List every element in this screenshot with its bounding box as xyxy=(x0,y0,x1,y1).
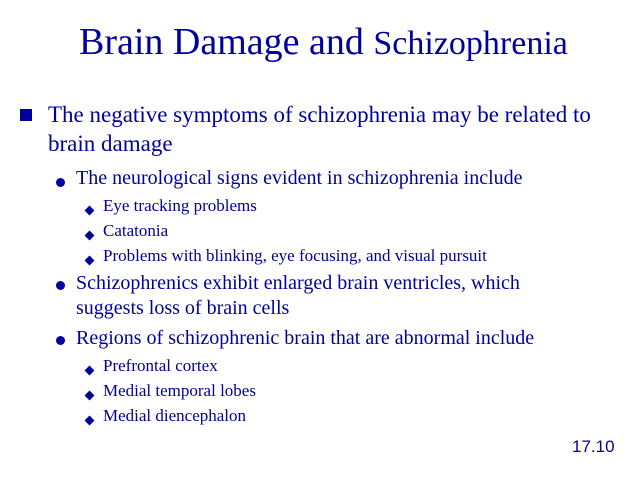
diamond-bullet-icon xyxy=(85,391,95,401)
diamond-bullet-icon xyxy=(85,231,95,241)
round-bullet-icon xyxy=(56,281,65,290)
bullet-text-3: Schizophrenics exhibit enlarged brain ventricles, which suggests loss of brain cells xyxy=(76,272,520,319)
round-bullet-icon xyxy=(56,336,65,345)
sub-item-catatonia: Catatonia xyxy=(103,221,169,240)
slide-number: 17.10 xyxy=(572,437,615,456)
slide-title-part1: Brain Damage and xyxy=(79,21,374,63)
diamond-bullet-icon xyxy=(85,256,95,266)
sub-item-diencephalon: Medial diencephalon xyxy=(103,406,247,425)
sub-item-prefrontal: Prefrontal cortex xyxy=(103,356,218,375)
slide-title xyxy=(79,20,568,66)
diamond-bullet-icon xyxy=(85,416,95,426)
bullet-text-2: The neurological signs evident in schizophrenia include xyxy=(76,167,523,189)
round-bullet-icon xyxy=(56,178,65,187)
slide-title-part2: Schizophrenia xyxy=(373,25,568,62)
bullet-text-1: The negative symptoms of schizophrenia may be related to brain damage xyxy=(48,102,591,156)
diamond-bullet-icon xyxy=(85,206,95,216)
sub-item-blinking: Problems with blinking, eye focusing, and visual pursuit xyxy=(103,246,487,265)
bullet-text-4: Regions of schizophrenic brain that are abnormal include xyxy=(76,327,535,349)
sub-item-eye-tracking: Eye tracking problems xyxy=(103,196,257,215)
square-bullet-icon xyxy=(20,109,32,121)
diamond-bullet-icon xyxy=(85,366,95,376)
sub-item-medial-temporal: Medial temporal lobes xyxy=(103,381,256,400)
